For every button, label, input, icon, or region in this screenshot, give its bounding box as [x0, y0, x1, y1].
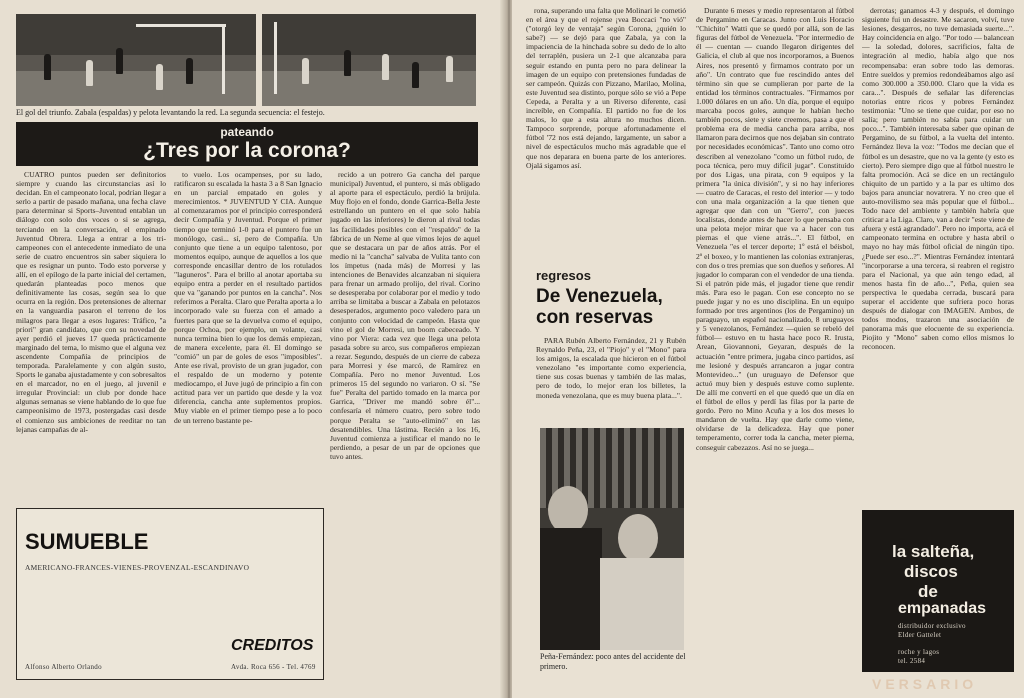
article-column-main: Durante 6 meses y medio representaron al fútbol de Pergamino en Caracas. Junto con Luis Horacio "Chichito" Watti que se quedó por allá, son de las figuras del fútbol de Venezuela. "Por intermedio de él — cuentan — cuando llegaron dirigentes del Galicia, el club al que nos incorporamos, a Buenos Aires, nos presentó y firmamos contrato por un año". Un contrato que fue rescindido antes del término sin que se cumplieran por parte de la entidad los términos contractuales. "Firmamos por 1.000 dólares en un año. Un día, porque el equipo marcaba pocos goles, aunque le habían hecho también pocos, siete y siete creemos, pasa a que el problema era de media cancha para arriba, nos llamaron para decirnos que nos dejaban sin contrato por necesidades económicas". Tanto uno como otro describen al venezolano "como un fútbol rudo, de poca técnica, pero muy difícil jugar". Constituído por dos Ligas, una pirata, con 9 equipos y la primera "la única división", y si no hay inferiores — cuatro de Caracas, el resto del interior — y todo con una mala organización a la que tienen que agregar que dan con un "Gerro", con jueces localistas, donde antes de hacer lo que pensaba con una pelota mejor mirar que va a hacer con tus piernas el que viene atrás...". El fútbol, en Venezuela "es el tercer deporte; 1º está el béisbol, 2º el boxeo, y lo mantienen las colonias extranjeras, con dos o tres premias que son dueños y señores. Al jugador lo comparan con el vendedor de una tienda. Si el patrón pide más, el jugador tiene que rendir más. Para eso le pagan. Con ese concepto no se puede jugar y no es uno disciplina. En un equipo formado por tres argentinos (los de Pergamino) un paraguayo, un español nacionalizado, 8 uruguayos y 5 venezolanos, Fernández —quien se rebeló del fútbol— estuvo en tu hasta hace poco R. Irusta, Arean, Giovannoni, Geyaran, después de la actuación "entre primera, jugaba cinco partidos, así me lesioné y después arrancaron a jugar contra Montevideo..." (un uruguayo de Defensor que actuó muy bien y después estuve como suplente. De allí me convertí en el que quedó que un día en el fútbol de ellos y perdí las filas por la parte de gordo. Pero no Mino Acuña y a los dos meses lo mandaron de vuelta. Hay que darle como viene, olvidarse de la delicadeza. Hay que poner temperamento, correr toda la cancha, meter pierna, conseguir cabezazos. Así no se juega...: [696, 6, 854, 452]
article-headline: De Venezuela, con reservas: [536, 286, 663, 328]
page-title: ¿Tres por la corona?: [143, 139, 351, 162]
advertisement-la-saltena: [862, 510, 1014, 672]
article-continuation-column: rona, superando una falta que Molinari le cometió en el área y que el rojense ¡vea Boccaci "no vió" ("otorgó ley de ventaja" según Corona, ¿quién lo sabe?) — se dejó para que Zabala, ya con la impaciencia de la hinchada sobre su dedo de lo alto del terraplén, pusiera un 2-1 que alcanzaba para seguir estando en punta pero no para delinear la imagen de un equipo con pretensiones fundadas de ser campeón. Quizás con Pizzano, Marilao, Molina, este Juventud sea distinto, porque sólo se vió a Pepe Cepeda, a Peralta y a un Riverso diferente, casi increíble, en Compañía. El partido no fue de los malos, lo que a esta altura no muchos dicen. Tampoco sorprende, porque afortunadamente el fútbol '72 nos está dejando, largamente, un sabor a nivel de espectáculos mucho más agradable que el que nos deparara en buena parte de los anteriores. Ojalá sigamos así.: [526, 6, 686, 170]
ad-owner: Alfonso Alberto Orlando: [25, 663, 102, 671]
portrait-photo: [540, 428, 684, 650]
match-photo-celebration: [262, 14, 476, 106]
article-column-1: CUATRO puntos pueden ser definitorios siempre y cuando las circunstancias así lo decidan. En el campeonato local, podrían llegar a serlo a partir de pasado mañana, una fecha clave para determinar si Sports–Juventud entablan un diálogo con solo dos voces o si se agrega, terciando en la conversación, el empinado Juventud Obrera. Llega a entrar a los tri-campeones con el antecedente inmediato de una serie de cuatro encuentros sin saber siquiera lo que es resignar un punto. Todo esto porverse y allí, en el epílogo de la parte inicial del certamen, quedarán planteadas poco menos que definitivamente las cosas, según sea lo que ocurra en la región. Dos pretensiones de alternar en la vanguardia pasaron el terreno de los milagros para llegar a esos lugares: Tráfico, "a priori" gran candidato, que con su novedad de ayer perdió el jueves 17 queda prácticamente marginado del tema, lo mismo que el alguna vez ascendente Compañía de principios de temporada. Paralelamente y con algún susto, Sports le ganaba ajustadamente y con sobresaltos en el marcador, no en el juego, al juvenil e irregular Provincial: un club por donde hace algunas semanas se viene hablando de lo que fue campeonísimo de 1973, postergadas casi desde el comienzo sus ambiciones de reeditar no tan lejanas campañas de al-: [16, 170, 166, 434]
ad-line-3: de: [918, 582, 938, 601]
right-page: [512, 0, 1024, 698]
ad-line-5: distribuidor exclusivo: [898, 622, 966, 630]
ad-line-1: la salteña,: [892, 542, 975, 561]
headline-banner: [16, 122, 478, 166]
watermark: VERSARIO: [872, 676, 978, 692]
section-label: regresos: [536, 268, 591, 283]
ad-brand-name: SUMUEBLE: [25, 529, 149, 554]
ad-line-2: discos: [904, 562, 958, 581]
ad-line-7: roche y lagos: [898, 648, 940, 656]
photo-caption: El gol del triunfo. Zabala (espaldas) y pelota levantando la red. La segunda secuencia: el festejo.: [16, 108, 325, 117]
ad-line-4: empanadas: [898, 600, 987, 617]
advertisement-sumueble: [16, 508, 324, 680]
match-photo-goal: [16, 14, 256, 106]
article-column-2: to vuelo. Los ocampenses, por su lado, ratificaron su escalada la hasta 3 a 8 San Ignacio en un parcial empatado en goles y merecimientos. * JUVENTUD Y CIA. Aunque al comenzaramos por el principio corresponderá decir Compañía y Juventud. Porque el primer tiempo que terminó 1-0 para el puntero fue un monólogo, casi... sí, pero de Compañía. Un conjunto que tiene a un equipo talentoso, por momentos equipo, aunque de aquellos a los que corresponde encasillar dentro de los rotulados "laguneros". Para el brillo al anotar aportaba su equipo entra a perder en el resultado partidos que va "ganando por puntos en la cancha". Nos referimos a Peralta. Claro que Peralta aporta a lo incorporado vale su fuerza con el amado a fuertes para que se la devuelva como el equipo, porque Ochoa, por ejemplo, un volante, casi nunca termina bien lo que los demás empiezan, de manera excelente, para él. El domingo se "comió" un par de goles de esos "imposibles". Ante ese rival, provisto de un gran jugador, con el respaldo de un moderno y potente mediocampo, el Juve jugó de principio a fin con actitud para ver un partido que desde y la voz diferencia, cancha ante suplementos propios. Muy viable en el primer tiempo pese a lo poco de un terreno bastante pe-: [174, 170, 322, 425]
left-page: [0, 0, 506, 698]
ad-line-8: tel. 2584: [898, 657, 926, 665]
ad-line-6: Elder Gattelet: [898, 631, 942, 639]
ad-address: Avda. Roca 656 - Tel. 4769: [231, 663, 316, 671]
ad-styles: AMERICANO-FRANCES-VIENES-PROVENZAL-ESCANDINAVO: [25, 563, 250, 572]
article-column-right: derrotas; ganamos 4-3 y después, el domingo siguiente fui un desastre. Me sacaron, volví, tuve lesiones, desgarros, no tuve demasiada suerte...". Hay coincidencia en algo. "Por todo — balancean — la soledad, dolores, sacrificios, falta de integración al medio, había algo que nos recompensaba: eran sobre todo las demoras. Entre sueldos y premios redondeábamos algo así como 300.000 a 350.000. Claro que la vida es cara...". Después de señalar las diferencias notorias entre ricos y pobres Fernández testimonia: "Uno se tiene que cuidar, por eso no salía; pero también no sabía para cuidar un poco...". También interesaba saber que opinan de Pergamino, de su fútbol, a la vuelta del intento. Fernández lleva la voz: "Todos me decían que el fútbol es un desastre, que no va la gente (y esto es cierto). Pero siempre digo que al fútbol nuestro le falta promoción. Acá se dice en un rectángulo chiquito de un partido y a la par es ultimo dos bajos para anunciar novatrera. Y no creo que el auto-movilismo sea más popular que el fútbol... Todo nace del ambiente y también habría que criticar a la Liga. Claro, van a decir "este viene de afuera y está agrandado". Pero no importa, acá el campeonato termina en octubre y hasta abril o mayo no hay más fútbol oficial de ningún tipo. ¿Puede ser eso...?". Mientras Fernández intentará "incorporarse a una tercera, si reabren el registro para el Nacional, ya que aún tengo edad, al menos hasta fin de año...", Peña, quien sea perspectiva le quedaba cerrada, buscará para superar el accidente que sufriera poco horas después de dialogar con IMAGEN. Ambos, de todos modos, trazaron una asociación de panorama más que elocuente de su experiencia. Piojito y "Mono" saben como ellos mismos lo reconocen.: [862, 6, 1014, 352]
intro-column: PARA Rubén Alberto Fernández, 21 y Rubén Reynaldo Peña, 23, el "Piojo" y el "Mono" para los amigos, la escalada que hicieron en el fútbol venezolano "es importante como experiencia, tiene sus cosas buenas y también de las malas, pero de todo, lo mejor eran los billetes, la moneda venezolana, que es muy buena plata...".: [536, 336, 686, 400]
ad-credits: CREDITOS: [231, 637, 314, 654]
portrait-caption: Peña-Fernández: poco antes del accidente del primero.: [540, 652, 686, 671]
kicker: pateando: [220, 125, 274, 139]
article-column-3: recido a un potrero Ga cancha del parque municipal) Juventud, el puntero, si más obligado al aporte para el espectáculo, perdió la brújula. Muy flojo en el fondo, donde Garrica-Bella Jeste estrellando un puntero en el que solo había jugado en las inferiores) le dieron al rival todas las facilidades posibles con el "respaldo" de la fábrica de un Neme al que vimos lejos de aquel que se destacara un par de años atrás. Por el medio ni la "cancha" salvaba de Vulita tanto con los ímpetus (nada más) de Morresi y las intenciones de Benavides alcanzaban ni siquiera para frenar un armado prolijo, del rival. Corino se desesperaba por colaborar por el medio y todo arriba se limitaba a buscar a Zabala en pelotazos desesperados, argumento poco valedero para un conjunto con velocidad de campeón. Hasta que vino el gol de Morresi, un boom cabeceado. Y vino por Viera: cada vez que llega una pelota pasada sobre su arco, sus compañeros empiezan a rezar. Segundo, después de un cierre de cabeza para Morresi y ése marcó, de Ramírez en Compañía. Pero no menor Juventud. Los primeros 15 del segundo no variaron. O sí. "Se fue" Peralta del partido tomado en la marca por Garrica, "Driver me mandó sobre él"... confesaría el número cuatro, pero sobre todo porque Peralta se "auto-eliminó" en las desatendibles. Una lástima. Recién a los 16, Juventud comienza a justificar el mando no le perdiendo, a pesar de un par de opciones que tuvo antes.: [330, 170, 480, 461]
